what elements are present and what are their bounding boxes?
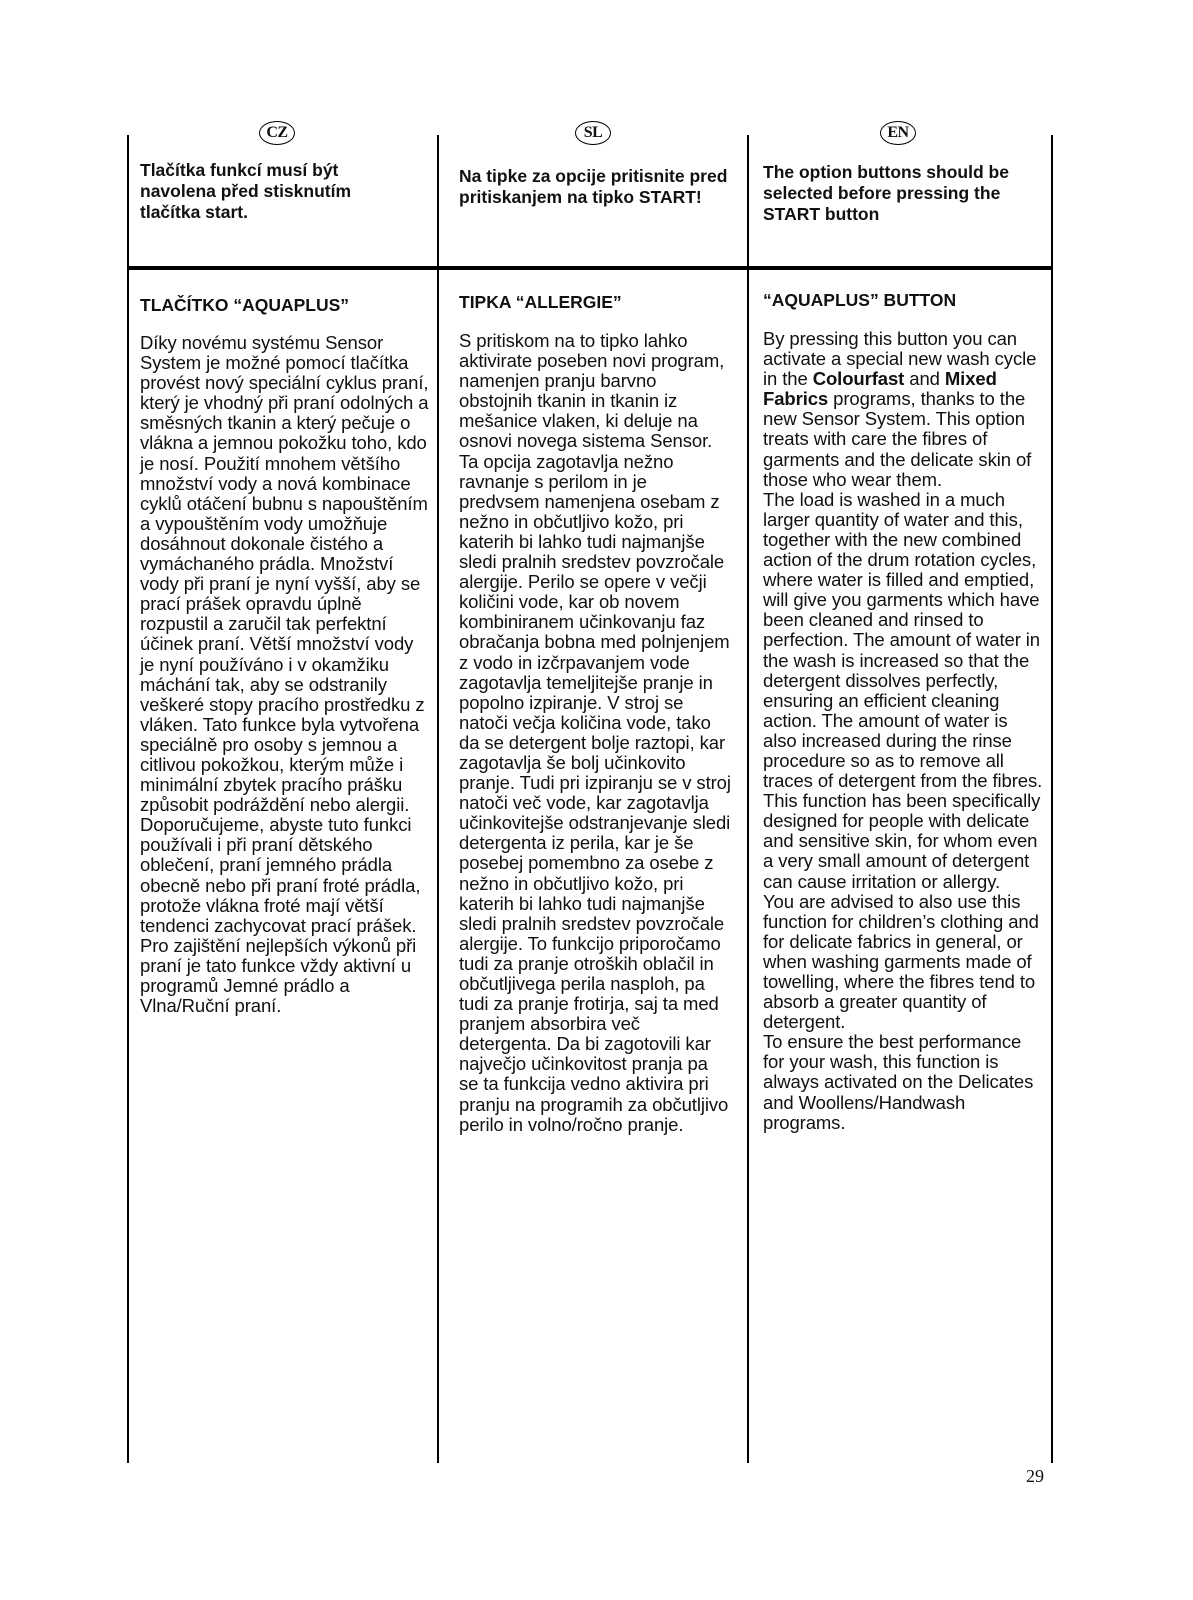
lang-badge-sl: SL	[575, 121, 611, 145]
body-en-part-1: By pressing this button you can activate a special new wash cycle in the	[763, 328, 1037, 390]
body-en-bold-mixed-fabrics: Mixed Fabrics	[763, 368, 997, 410]
heading-cz: TLAČÍTKO “AQUAPLUS”	[140, 295, 350, 315]
column-rule-left	[127, 135, 129, 1463]
page-number: 29	[1026, 1466, 1044, 1486]
body-cz: Díky novému systému Sensor System je možné pomocí tlačítka provést nový speciální cyklus praní, který je vhodný při praní odolných a směsných tkanin a který pečuje o vlákna a jemnou pokožku toho, kdo je nosí. Použití mnohem většího množství vody a nová kombinace cyklů otáčení bubnu s napouštěním a vypouštěním vody umožňuje dosáhnout dokonale čistého a vymáchaného prádla. Množství vody při praní je nyní vyšší, aby se prací prášek opravdu úplně rozpustil a zaručil tak perfektní účinek praní. Větší množství vody je nyní používáno i v okamžiku máchání tak, aby se odstranily veškeré stopy pracího prostředku z vláken. Tato funkce byla vytvořena speciálně pro osoby s jemnou a citlivou pokožkou, kterým může i minimální zbytek pracího prášku způsobit podráždění nebo alergii. Doporučujeme, abyste tuto funkci používali i při praní dětského oblečení, praní jemného prádla obecně nebo při praní froté prádla, protože vlákna froté mají větší tendenci zachycovat prací prášek. Pro zajištění nejlepších výkonů při praní je tato funkce vždy aktivní u programů Jemné prádlo a Vlna/Ruční praní.	[140, 332, 429, 1017]
lang-badge-en: EN	[880, 121, 916, 145]
lang-badge-cz: CZ	[259, 121, 295, 145]
body-en	[763, 329, 1045, 1133]
body-en-bold-colourfast: Colourfast	[812, 368, 905, 390]
body-sl: S pritiskom na to tipko lahko aktivirate poseben novi program, namenjen pranju barvno obstojnih tkanin in tkanin iz mešanice vlaken, ki deluje na osnovi novega sistema Sensor. Ta opcija zagotavlja nežno ravnanje s perilom in je predvsem namenjena osebam z nežno in občutljivo kožo, pri katerih bi lahko tudi najmanjše sledi pralnih sredstev povzročale alergije. Perilo se opere v večji količini vode, kar ob novem kombiniranem učinkovanju faz obračanja bobna med polnjenjem z vodo in izčrpavanjem vode zagotavlja temeljitejše pranje in popolno izpiranje. V stroj se natoči večja količina vode, tako da se detergent bolje raztopi, kar zagotavlja še bolj učinkovito pranje. Tudi pri izpiranju se v stroj natoči več vode, kar zagotavlja učinkovitejše odstranjevanje sledi detergenta iz perila, kar je še posebej pomembno za osebe z nežno in občutljivo kožo, pri katerih bi lahko tudi najmanjše sledi pralnih sredstev povzročale alergije. To funkcijo priporočamo tudi za pranje otroških oblačil in občutljivega perila nasploh, pa tudi za pranje frotirja, saj ta med pranjem absorbira več detergenta. Da bi zagotovili kar največjo učinkovitost pranja pa se ta funkcija vedno aktivira pri pranju na programih za občutljivo perilo in volno/ročno pranje.	[459, 330, 731, 1135]
note-sl: Na tipke za opcije pritisnite pred pritiskanjem na tipko START!	[459, 166, 728, 207]
heading-sl: TIPKA “ALLERGIE”	[459, 292, 622, 312]
column-rule-right	[1051, 135, 1053, 1463]
column-rule-mid-left	[437, 135, 439, 1463]
note-cz: Tlačítka funkcí musí být navolena před stisknutím tlačítka start.	[140, 160, 352, 222]
column-rule-mid-right	[747, 135, 749, 1463]
note-en: The option buttons should be selected before pressing the START button	[763, 162, 1009, 224]
section-divider	[128, 266, 1052, 270]
heading-en: “AQUAPLUS” BUTTON	[763, 290, 957, 310]
body-en-part-2: and	[904, 368, 945, 390]
body-en-part-3: programs, thanks to the new Sensor System. This option treats with care the fibres of garments and the delicate skin of those who wear them. The load is washed in a much larger quantity of water and this, together with the new combined action of the drum rotation cycles, where water is filled and emptied, will give you garments which have been cleaned and rinsed to perfection. The amount of water in the wash is increased so that the detergent dissolves perfectly, ensuring an efficient cleaning action. The amount of water is also increased during the rinse procedure so as to remove all traces of detergent from the fibres. This function has been specifically designed for people with delicate and sensitive skin, for whom even a very small amount of detergent can cause irritation or allergy. You are advised to also use this function for children’s clothing and for delicate fabrics in general, or when washing garments made of towelling, where the fibres tend to absorb a greater quantity of detergent. To ensure the best performance for your wash, this function is always activated on the Delicates and Woollens/Handwash programs.	[763, 388, 1043, 1133]
